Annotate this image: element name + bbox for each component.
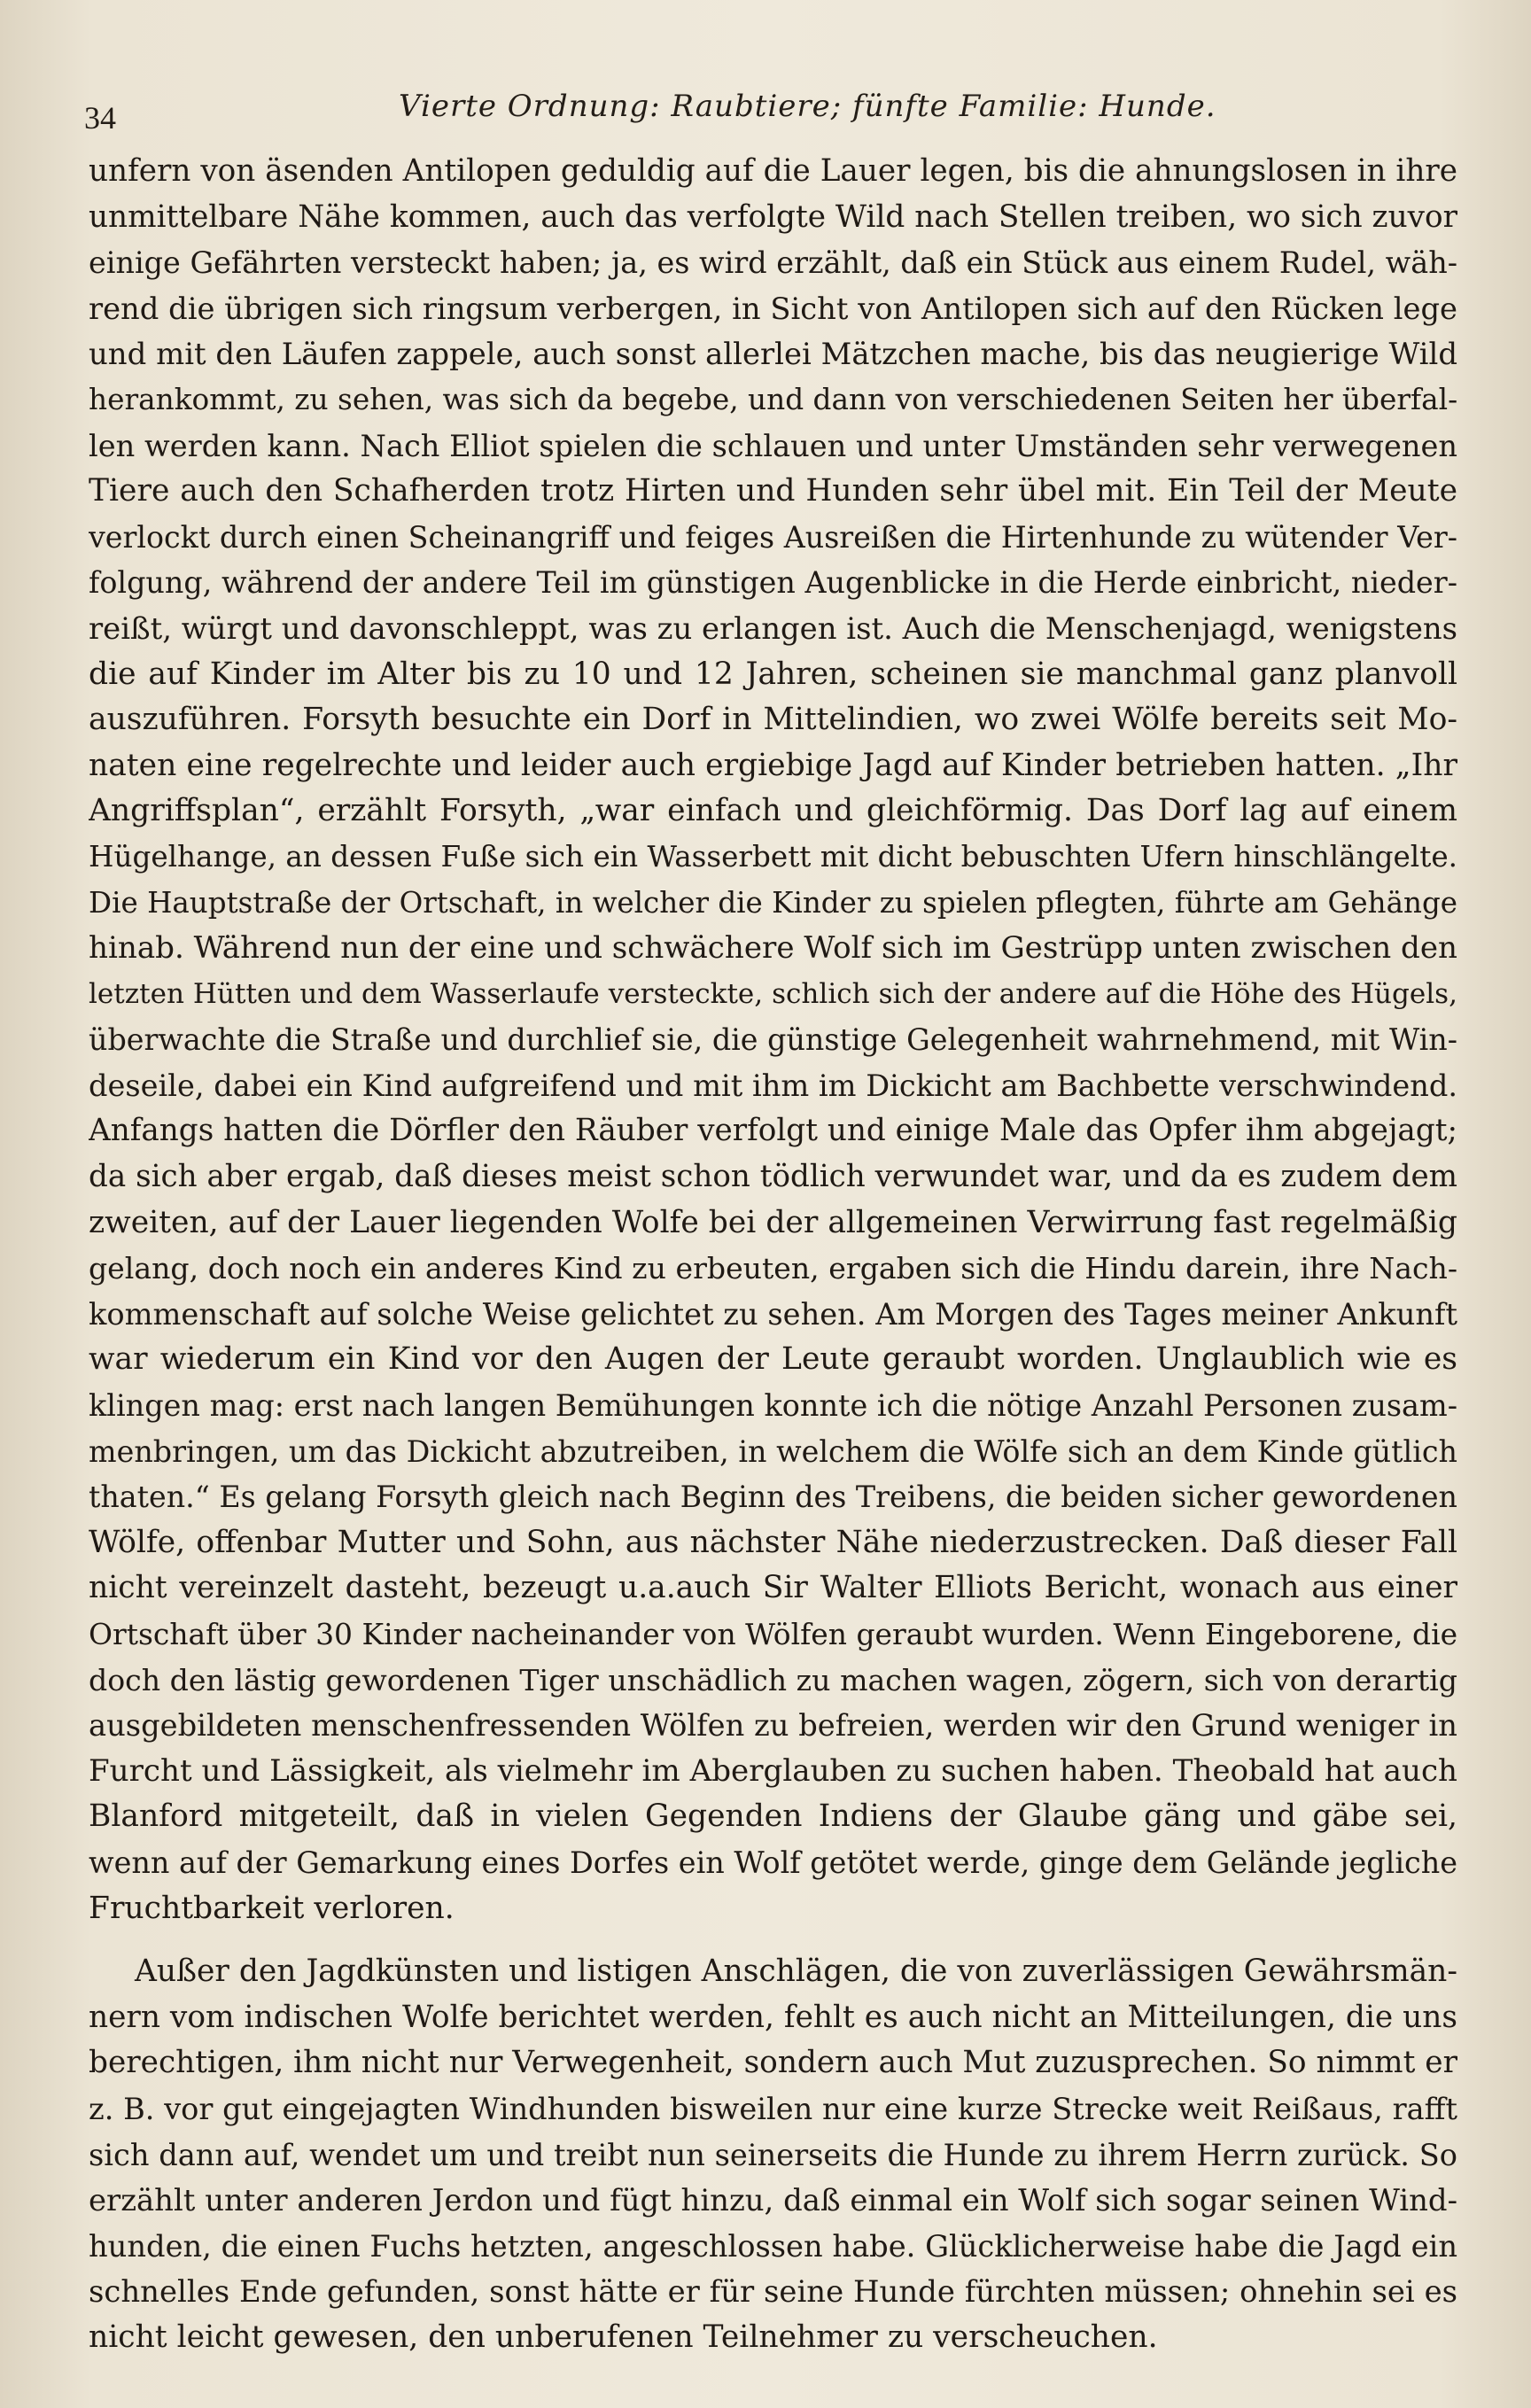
- text-line: überwachte die Straße und durchlief sie, die günstige Gelegenheit wahrnehmend, mit Win-: [89, 1022, 1457, 1058]
- text-line: nern vom indischen Wolfe berichtet werden, fehlt es auch nicht an Mitteilungen, die uns: [89, 1999, 1457, 2035]
- text-line: menbringen, um das Dickicht abzutreiben, in welchem die Wölfe sich an dem Kinde gütlich: [89, 1433, 1457, 1469]
- text-line: einige Gefährten versteckt haben; ja, es wird erzählt, daß ein Stück aus einem Rudel, wäh-: [89, 245, 1457, 281]
- text-line: die auf Kinder im Alter bis zu 10 und 12 Jahren, scheinen sie manchmal ganz planvoll: [89, 656, 1457, 692]
- text-line: Blanford mitgeteilt, daß in vielen Gegenden Indiens der Glaube gäng und gäbe sei,: [89, 1798, 1457, 1835]
- page-number: 34: [84, 100, 116, 136]
- text-line: sich dann auf, wendet um und treibt nun seinerseits die Hunde zu ihrem Herrn zurück. So: [89, 2137, 1457, 2172]
- body-text: [89, 149, 1457, 2361]
- text-line: wenn auf der Gemarkung eines Dorfes ein Wolf getötet werde, ginge dem Gelände jegliche: [89, 1845, 1457, 1880]
- text-line: folgung, während der andere Teil im günstigen Augenblicke in die Herde einbricht, nieder-: [89, 565, 1457, 601]
- text-line: Fruchtbarkeit verloren.: [89, 1890, 455, 1926]
- text-line: letzten Hütten und dem Wasserlaufe versteckte, schlich sich der andere auf die Höhe des Hügels,: [89, 977, 1457, 1010]
- text-line: Ortschaft über 30 Kinder nacheinander von Wölfen geraubt wurden. Wenn Eingeborene, die: [89, 1617, 1457, 1651]
- text-line: war wiederum ein Kind vor den Augen der Leute geraubt worden. Unglaublich wie es: [89, 1341, 1457, 1378]
- text-line: Anfangs hatten die Dörfler den Räuber verfolgt und einige Male das Opfer ihm abgejagt;: [89, 1113, 1457, 1149]
- text-line: nicht vereinzelt dasteht, bezeugt u.a.auch Sir Walter Elliots Bericht, wonach aus einer: [89, 1570, 1457, 1606]
- text-line: Angriffsplan“, erzählt Forsyth, „war einfach und gleichförmig. Das Dorf lag auf einem: [89, 793, 1457, 829]
- text-line: thaten.“ Es gelang Forsyth gleich nach Beginn des Treibens, die beiden sicher gewordenen: [89, 1480, 1457, 1515]
- text-line: len werden kann. Nach Elliot spielen die schlauen und unter Umständen sehr verwegenen: [89, 428, 1457, 463]
- text-line: Außer den Jagdkünsten und listigen Anschlägen, die von zuverlässigen Gewährsmän-: [135, 1954, 1457, 1990]
- text-line: Furcht und Lässigkeit, als vielmehr im Aberglauben zu suchen haben. Theobald hat auch: [89, 1752, 1457, 1789]
- text-line: Tiere auch den Schafherden trotz Hirten und Hunden sehr übel mit. Ein Teil der Meute: [89, 473, 1457, 509]
- text-line: Wölfe, offenbar Mutter und Sohn, aus nächster Nähe niederzustrecken. Daß dieser Fall: [89, 1524, 1457, 1560]
- text-line: ausgebildeten menschenfressenden Wölfen zu befreien, werden wir den Grund weniger in: [89, 1708, 1457, 1744]
- text-line: rend die übrigen sich ringsum verbergen, in Sicht von Antilopen sich auf den Rücken lege: [89, 291, 1457, 326]
- text-line: kommenschaft auf solche Weise gelichtet zu sehen. Am Morgen des Tages meiner Ankunft: [89, 1296, 1457, 1332]
- text-line: naten eine regelrechte und leider auch ergiebige Jagd auf Kinder betrieben hatten. „Ihr: [89, 747, 1457, 783]
- text-line: unfern von äsenden Antilopen geduldig auf die Lauer legen, bis die ahnungslosen in ihre: [89, 153, 1457, 189]
- page-header: [84, 89, 1453, 142]
- text-line: doch den lästig gewordenen Tiger unschädlich zu machen wagen, zögern, sich von derartig: [89, 1662, 1457, 1697]
- text-line: nicht leicht gewesen, den unberufenen Teilnehmer zu verscheuchen.: [89, 2319, 1158, 2355]
- text-line: unmittelbare Nähe kommen, auch das verfolgte Wild nach Stellen treiben, wo sich zuvor: [89, 198, 1457, 235]
- text-line: reißt, würgt und davonschleppt, was zu erlangen ist. Auch die Menschenjagd, wenigstens: [89, 610, 1457, 646]
- text-line: Hügelhange, an dessen Fuße sich ein Wasserbett mit dicht bebuschten Ufern hinschlängelte.: [89, 839, 1457, 874]
- text-line: klingen mag: erst nach langen Bemühungen konnte ich die nötige Anzahl Personen zusam-: [89, 1388, 1457, 1424]
- text-line: da sich aber ergab, daß dieses meist schon tödlich verwundet war, und da es zudem dem: [89, 1159, 1457, 1195]
- text-line: gelang, doch noch ein anderes Kind zu erbeuten, ergaben sich die Hindu darein, ihre Nach-: [89, 1251, 1457, 1286]
- text-line: z. B. vor gut eingejagten Windhunden bisweilen nur eine kurze Strecke weit Reißaus, rafft: [89, 2091, 1457, 2126]
- text-line: berechtigen, ihm nicht nur Verwegenheit, sondern auch Mut zuzusprechen. So nimmt er: [89, 2045, 1457, 2081]
- text-line: erzählt unter anderen Jerdon und fügt hinzu, daß einmal ein Wolf sich sogar seinen Wind-: [89, 2183, 1457, 2218]
- paragraph: [89, 1949, 1457, 2360]
- text-line: verlockt durch einen Scheinangriff und feiges Ausreißen die Hirtenhunde zu wütender Ver-: [89, 519, 1457, 555]
- text-line: hinab. Während nun der eine und schwächere Wolf sich im Gestrüpp unten zwischen den: [89, 930, 1457, 967]
- text-line: deseile, dabei ein Kind aufgreifend und mit ihm im Dickicht am Bachbette verschwindend.: [89, 1068, 1457, 1103]
- running-head: Vierte Ordnung: Raubtiere; fünfte Familie: Hunde.: [399, 89, 1216, 124]
- paragraph: [89, 149, 1457, 1931]
- text-line: auszuführen. Forsyth besuchte ein Dorf in Mittelindien, wo zwei Wölfe bereits seit Mo-: [89, 702, 1457, 738]
- text-line: und mit den Läufen zappele, auch sonst allerlei Mätzchen mache, bis das neugierige Wild: [89, 337, 1457, 372]
- text-line: herankommt, zu sehen, was sich da begebe, und dann von verschiedenen Seiten her überfal-: [89, 382, 1457, 416]
- paragraph-gap: [89, 1931, 1457, 1949]
- text-line: Die Hauptstraße der Ortschaft, in welcher die Kinder zu spielen pflegten, führte am Gehänge: [89, 885, 1457, 920]
- text-line: hunden, die einen Fuchs hetzten, angeschlossen habe. Glücklicherweise habe die Jagd ein: [89, 2228, 1457, 2264]
- text-line: zweiten, auf der Lauer liegenden Wolfe bei der allgemeinen Verwirrung fast regelmäßig: [89, 1204, 1457, 1240]
- text-line: schnelles Ende gefunden, sonst hätte er für seine Hunde fürchten müssen; ohnehin sei es: [89, 2274, 1457, 2310]
